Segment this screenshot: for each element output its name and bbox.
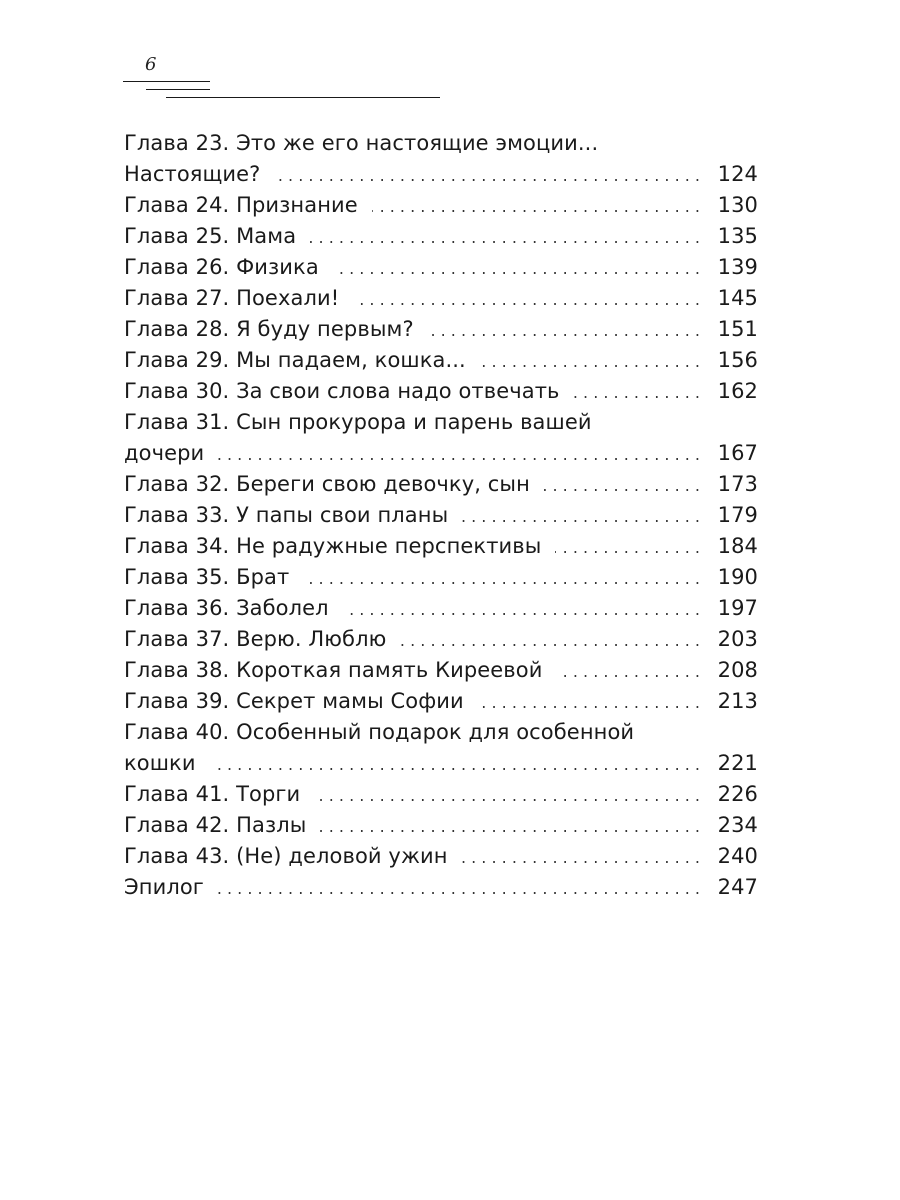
dot-leader (478, 687, 700, 718)
toc-entry-page: 145 (717, 286, 758, 310)
page-number: 6 (145, 54, 157, 75)
toc-entry-title: Глава 38. Короткая память Киреевой (124, 658, 543, 682)
toc-entry-title: Глава 32. Береги свою девочку, сын (124, 472, 530, 496)
toc-entry-title: Глава 43. (Не) деловой ужин (124, 844, 448, 868)
dot-leader (343, 594, 700, 625)
page-header (123, 54, 453, 114)
dot-leader (218, 439, 700, 470)
toc-entry[interactable] (124, 314, 758, 345)
toc-entry-title: Глава 30. За свои слова надо отвечать (124, 379, 560, 403)
toc-entry[interactable] (124, 593, 758, 624)
dot-leader (462, 842, 700, 873)
dot-leader (574, 377, 700, 408)
toc-entry-title-continuation: Настоящие? (124, 162, 261, 186)
toc-entry-title: Глава 25. Мама (124, 224, 297, 248)
dot-leader (480, 346, 700, 377)
toc-entry-page: 184 (717, 534, 758, 558)
dot-leader (274, 160, 700, 191)
toc-entry[interactable] (124, 686, 758, 717)
toc-entry[interactable] (124, 872, 758, 903)
toc-entry-page: 167 (717, 441, 758, 465)
toc-entry-title: Глава 35. Брат (124, 565, 290, 589)
toc-entry-page: 240 (717, 844, 758, 868)
toc-entry-title: Глава 40. Особенный подарок для особенной (124, 720, 635, 744)
toc-entry-page: 221 (717, 751, 758, 775)
dot-leader (462, 501, 700, 532)
dot-leader (544, 470, 700, 501)
toc-entry[interactable] (124, 252, 758, 283)
toc-entry-page: 139 (717, 255, 758, 279)
toc-entry-page: 130 (717, 193, 758, 217)
toc-entry-page: 226 (717, 782, 758, 806)
toc-entry-title: Глава 42. Пазлы (124, 813, 307, 837)
toc-entry[interactable] (124, 221, 758, 252)
toc-entry-title: Глава 26. Физика (124, 255, 319, 279)
toc-entry-page: 179 (717, 503, 758, 527)
toc-entry-title: Глава 24. Признание (124, 193, 358, 217)
toc-entry-title-continuation: кошки (124, 751, 196, 775)
toc-entry[interactable] (124, 779, 758, 810)
toc-entry-title: Глава 29. Мы падаем, кошка... (124, 348, 466, 372)
dot-leader (333, 253, 700, 284)
toc-entry[interactable] (124, 624, 758, 655)
toc-entry-page: 151 (717, 317, 758, 341)
toc-entry-title: Глава 41. Торги (124, 782, 301, 806)
toc-entry-title: Глава 37. Верю. Люблю (124, 627, 387, 651)
toc-entry-page: 156 (717, 348, 758, 372)
dot-leader (400, 625, 700, 656)
dot-leader (210, 749, 700, 780)
toc-entry[interactable] (124, 407, 758, 469)
toc-entry[interactable] (124, 562, 758, 593)
dot-leader (556, 656, 700, 687)
toc-entry[interactable] (124, 717, 758, 779)
dot-leader (353, 284, 700, 315)
header-rule (123, 81, 210, 82)
toc-entry[interactable] (124, 655, 758, 686)
toc-entry[interactable] (124, 190, 758, 221)
dot-leader (320, 811, 700, 842)
dot-leader (314, 780, 700, 811)
toc-entry-title: Эпилог (124, 875, 204, 899)
toc-entry[interactable] (124, 500, 758, 531)
toc-entry-page: 208 (717, 658, 758, 682)
toc-entry-page: 213 (717, 689, 758, 713)
toc-entry[interactable] (124, 531, 758, 562)
toc-entry-page: 234 (717, 813, 758, 837)
toc-entry[interactable] (124, 376, 758, 407)
toc-entry-title: Глава 39. Секрет мамы Софии (124, 689, 464, 713)
dot-leader (218, 873, 700, 904)
toc-entry[interactable] (124, 128, 758, 190)
toc-entry-page: 197 (717, 596, 758, 620)
toc-entry-title: Глава 27. Поехали! (124, 286, 340, 310)
dot-leader (428, 315, 700, 346)
dot-leader (372, 191, 700, 222)
toc-entry[interactable] (124, 810, 758, 841)
toc-entry-page: 190 (717, 565, 758, 589)
dot-leader (303, 563, 700, 594)
dot-leader (310, 222, 700, 253)
toc-entry-page: 135 (717, 224, 758, 248)
toc-entry-page: 203 (717, 627, 758, 651)
toc-entry[interactable] (124, 841, 758, 872)
header-rule (166, 97, 440, 98)
toc-entry-page: 247 (717, 875, 758, 899)
toc-entry-title: Глава 28. Я буду первым? (124, 317, 414, 341)
toc-entry-page: 162 (717, 379, 758, 403)
toc-entry-page: 173 (717, 472, 758, 496)
dot-leader (555, 532, 700, 563)
toc-entry[interactable] (124, 345, 758, 376)
toc-entry-title: Глава 33. У папы свои планы (124, 503, 449, 527)
toc-entry-title-continuation: дочери (124, 441, 205, 465)
header-rule (146, 89, 210, 90)
toc-entry-title: Глава 23. Это же его настоящие эмоции... (124, 131, 599, 155)
toc-entry[interactable] (124, 469, 758, 500)
toc-entry-title: Глава 31. Сын прокурора и парень вашей (124, 410, 592, 434)
table-of-contents (124, 128, 758, 903)
toc-entry-title: Глава 34. Не радужные перспективы (124, 534, 542, 558)
toc-entry-page: 124 (717, 162, 758, 186)
toc-entry-title: Глава 36. Заболел (124, 596, 329, 620)
toc-entry[interactable] (124, 283, 758, 314)
